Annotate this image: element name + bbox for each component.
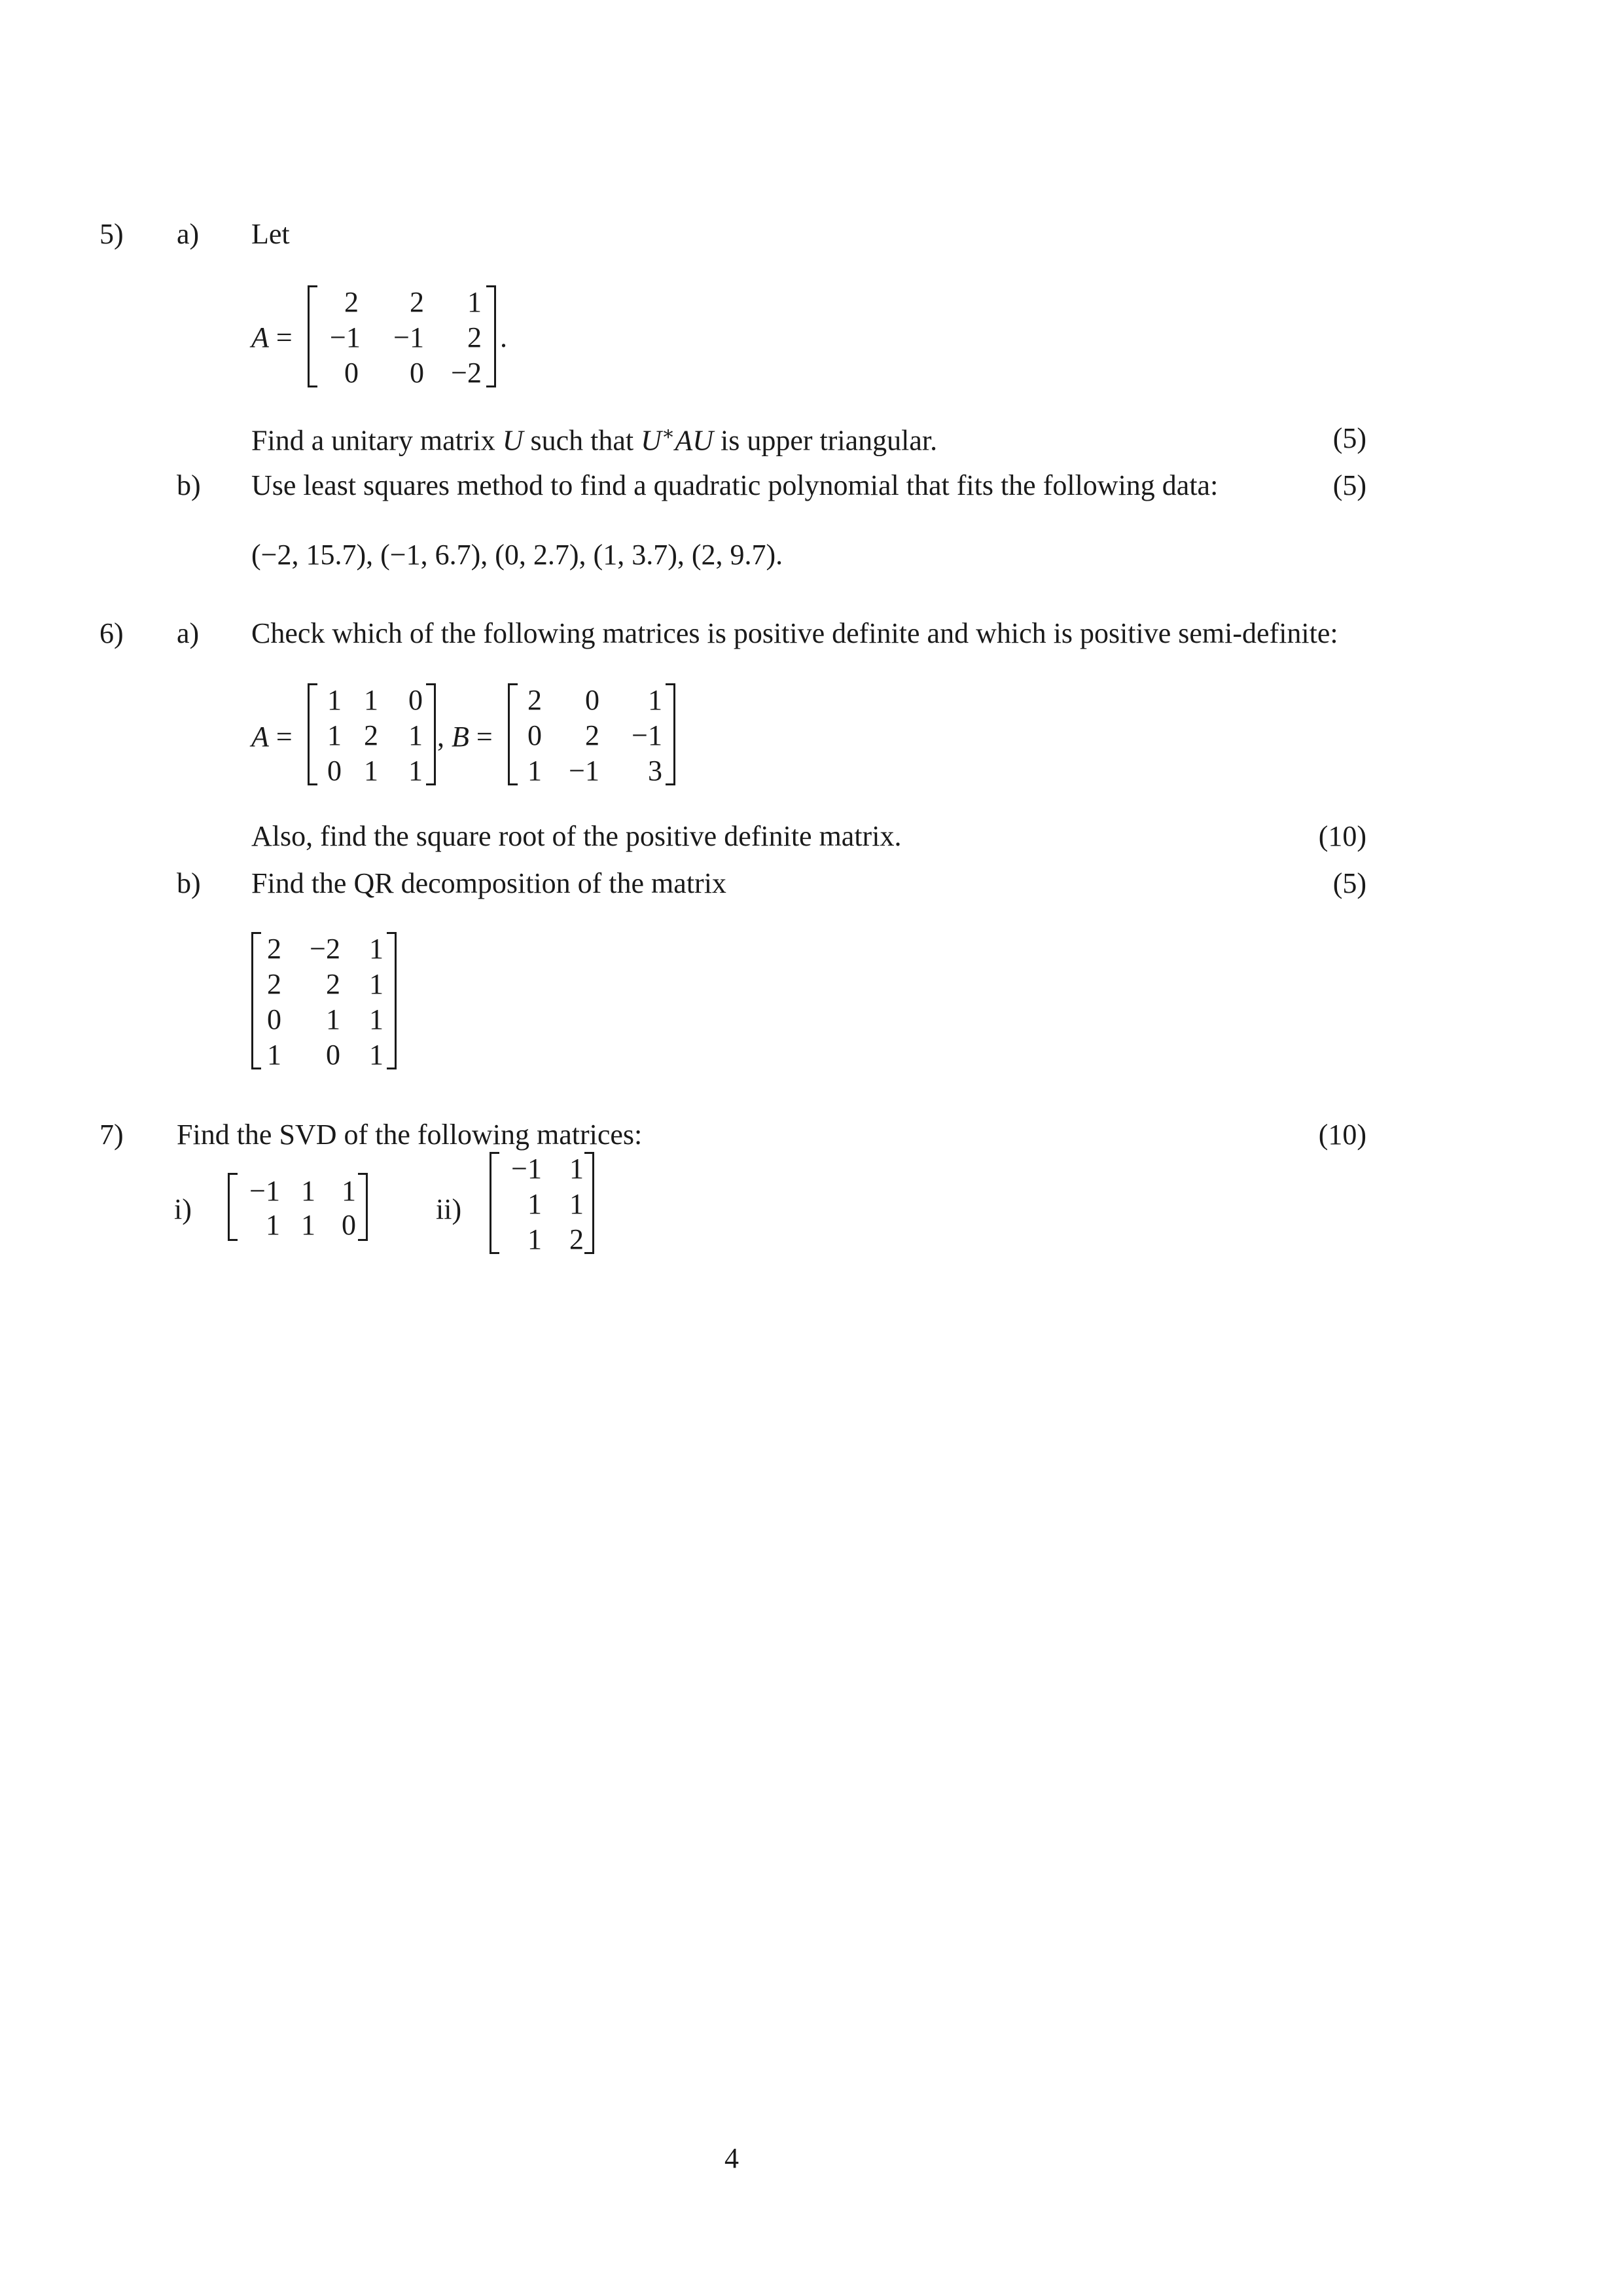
matrix-cell: 1 <box>369 933 383 965</box>
matrix-cell: 1 <box>364 684 378 716</box>
matrix-cell: 1 <box>569 1188 584 1220</box>
matrix-cell: 1 <box>364 755 378 787</box>
matrix-cell: 2 <box>527 684 542 716</box>
matrix-cell: 0 <box>342 1209 356 1241</box>
matrix-cell: −1 <box>249 1175 280 1207</box>
q5a-marks: (5) <box>1332 422 1366 454</box>
matrix-cell: 1 <box>527 755 542 787</box>
q5b-text: Use least squares method to find a quadratic polynomial that fits the following data: <box>251 469 1219 501</box>
matrix-cell: 1 <box>408 755 423 787</box>
matrix-cell: 1 <box>327 719 342 751</box>
q5-number: 5) <box>99 218 124 250</box>
q5a-matrix-A <box>308 285 496 387</box>
matrix-cell: 2 <box>467 321 482 353</box>
q5a-label: a) <box>177 218 200 250</box>
matrix-cell: 0 <box>527 719 542 751</box>
q6a-matrix-B <box>508 683 675 785</box>
q6a-label: a) <box>177 617 200 649</box>
matrix-cell: −1 <box>511 1153 542 1185</box>
matrix-cell: −1 <box>632 719 662 751</box>
matrix-cell: 2 <box>364 719 378 751</box>
q6b-matrix <box>251 932 397 1069</box>
matrix-cell: 1 <box>267 1039 281 1071</box>
matrix-cell: 3 <box>648 755 662 787</box>
q5a-period: . <box>500 321 507 353</box>
matrix-cell: 1 <box>301 1209 315 1241</box>
matrix-cell: −1 <box>330 321 361 353</box>
matrix-cell: −1 <box>569 755 599 787</box>
q7-marks: (10) <box>1318 1119 1366 1151</box>
q6a-A-lhs: A = <box>251 721 293 753</box>
matrix-cell: 1 <box>408 719 423 751</box>
q7-i-label: i) <box>174 1193 192 1225</box>
q6b-text: Find the QR decomposition of the matrix <box>251 867 726 899</box>
q6b-marks: (5) <box>1332 867 1366 899</box>
matrix-cell: −2 <box>451 357 482 389</box>
matrix-cell: 1 <box>327 684 342 716</box>
matrix-cell: 1 <box>266 1209 280 1241</box>
matrix-cell: 0 <box>410 357 424 389</box>
matrix-cell: −2 <box>310 933 340 965</box>
matrix-cell: 2 <box>267 968 281 1000</box>
matrix-cell: 0 <box>408 684 423 716</box>
q5b-data-points: (−2, 15.7), (−1, 6.7), (0, 2.7), (1, 3.7), (2, 9.7). <box>251 539 783 571</box>
q7-ii-label: ii) <box>436 1193 462 1225</box>
q5b-marks: (5) <box>1332 469 1366 501</box>
matrix-cell: 1 <box>301 1175 315 1207</box>
q7-matrix-ii <box>490 1152 594 1254</box>
matrix-cell: 2 <box>326 968 340 1000</box>
q5a-let: Let <box>251 218 290 250</box>
q6a-marks: (10) <box>1318 820 1366 852</box>
matrix-cell: 2 <box>267 933 281 965</box>
q7-matrix-i <box>228 1173 368 1241</box>
q6a-text: Check which of the following matrices is positive definite and which is positive semi-definite: <box>251 617 1338 649</box>
matrix-cell: 1 <box>369 1039 383 1071</box>
matrix-cell: 1 <box>369 1003 383 1035</box>
matrix-cell: 1 <box>342 1175 356 1207</box>
matrix-cell: 0 <box>327 755 342 787</box>
q6b-label: b) <box>177 867 201 899</box>
matrix-cell: 1 <box>326 1003 340 1035</box>
q6a-matrix-A <box>308 683 436 785</box>
matrix-cell: −1 <box>393 321 424 353</box>
q5b-label: b) <box>177 469 201 501</box>
matrix-cell: 1 <box>648 684 662 716</box>
page-number: 4 <box>724 2142 739 2174</box>
q7-number: 7) <box>99 1119 124 1151</box>
matrix-cell: 1 <box>369 968 383 1000</box>
matrix-cell: 1 <box>467 286 482 318</box>
q5a-matrix-lhs: A = <box>251 321 293 353</box>
q6a-also-text: Also, find the square root of the positive definite matrix. <box>251 820 902 852</box>
matrix-cell: 2 <box>585 719 599 751</box>
matrix-cell: 2 <box>344 286 359 318</box>
q7-text: Find the SVD of the following matrices: <box>177 1119 643 1151</box>
matrix-cell: 2 <box>569 1223 584 1255</box>
q6a-B-lhs: , B = <box>437 721 493 753</box>
matrix-cell: 0 <box>585 684 599 716</box>
matrix-cell: 1 <box>527 1188 542 1220</box>
matrix-cell: 1 <box>527 1223 542 1255</box>
q6-number: 6) <box>99 617 124 649</box>
q5a-text: Find a unitary matrix U such that U∗AU is upper triangular. <box>251 423 938 457</box>
matrix-cell: 0 <box>344 357 359 389</box>
matrix-cell: 0 <box>326 1039 340 1071</box>
matrix-cell: 0 <box>267 1003 281 1035</box>
matrix-cell: 2 <box>410 286 424 318</box>
matrix-cell: 1 <box>569 1153 584 1185</box>
